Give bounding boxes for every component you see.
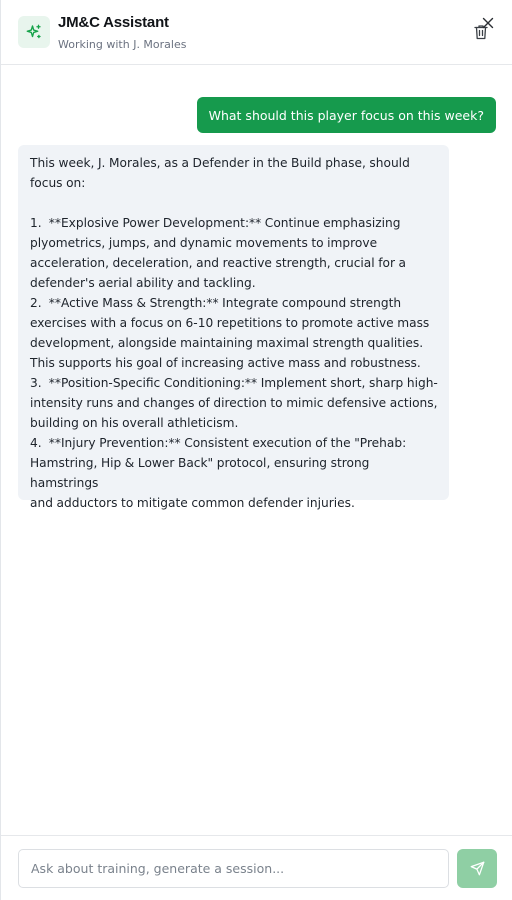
assistant-message-line: 2. **Active Mass & Strength:** Integrate compound strength [30,296,402,310]
assistant-message-line: exercises with a focus on 6-10 repetitions to promote active mass [30,316,430,330]
sparkles-icon [25,23,43,41]
send-icon [470,861,485,876]
close-icon [482,17,494,29]
assistant-message-line: acceleration, deceleration, and reactive strength, crucial for a [30,256,407,270]
assistant-message-line: and adductors to mitigate common defender injuries. [30,496,355,510]
assistant-message-line: plyometrics, jumps, and dynamic movements to improve [30,236,378,250]
send-button[interactable] [457,849,497,888]
assistant-message-line: This week, J. Morales, as a Defender in the Build phase, should [30,156,410,170]
message-input[interactable] [18,849,449,888]
assistant-message-line [30,193,439,213]
assistant-message-line: Hamstring, Hip & Lower Back" protocol, ensuring strong hamstrings [30,456,373,490]
assistant-message-line: defender's aerial ability and tackling. [30,276,256,290]
assistant-message-line: 4. **Injury Prevention:** Consistent execution of the "Prehab: [30,436,407,450]
assistant-message [18,145,449,510]
user-message: What should this player focus on this week? [197,97,496,133]
panel-header [1,0,512,65]
assistant-message-line: intensity runs and changes of direction to mimic defensive actions, [30,396,438,410]
close-button[interactable] [481,16,495,30]
assistant-message-line: 3. **Position-Specific Conditioning:** Implement short, sharp high- [30,376,438,390]
assistant-message-line: building on his overall athleticism. [30,416,239,430]
assistant-message-line: 1. **Explosive Power Development:** Continue emphasizing [30,216,401,230]
assistant-message-line: development, alongside maintaining maximal strength qualities. [30,336,424,350]
panel-title: JM&C Assistant [58,14,169,31]
assistant-logo [18,16,50,48]
composer [1,835,512,900]
assistant-message-line: This supports his goal of increasing active mass and robustness. [30,356,421,370]
assistant-message-line: focus on: [30,176,86,190]
panel-subtitle: Working with J. Morales [58,38,187,51]
